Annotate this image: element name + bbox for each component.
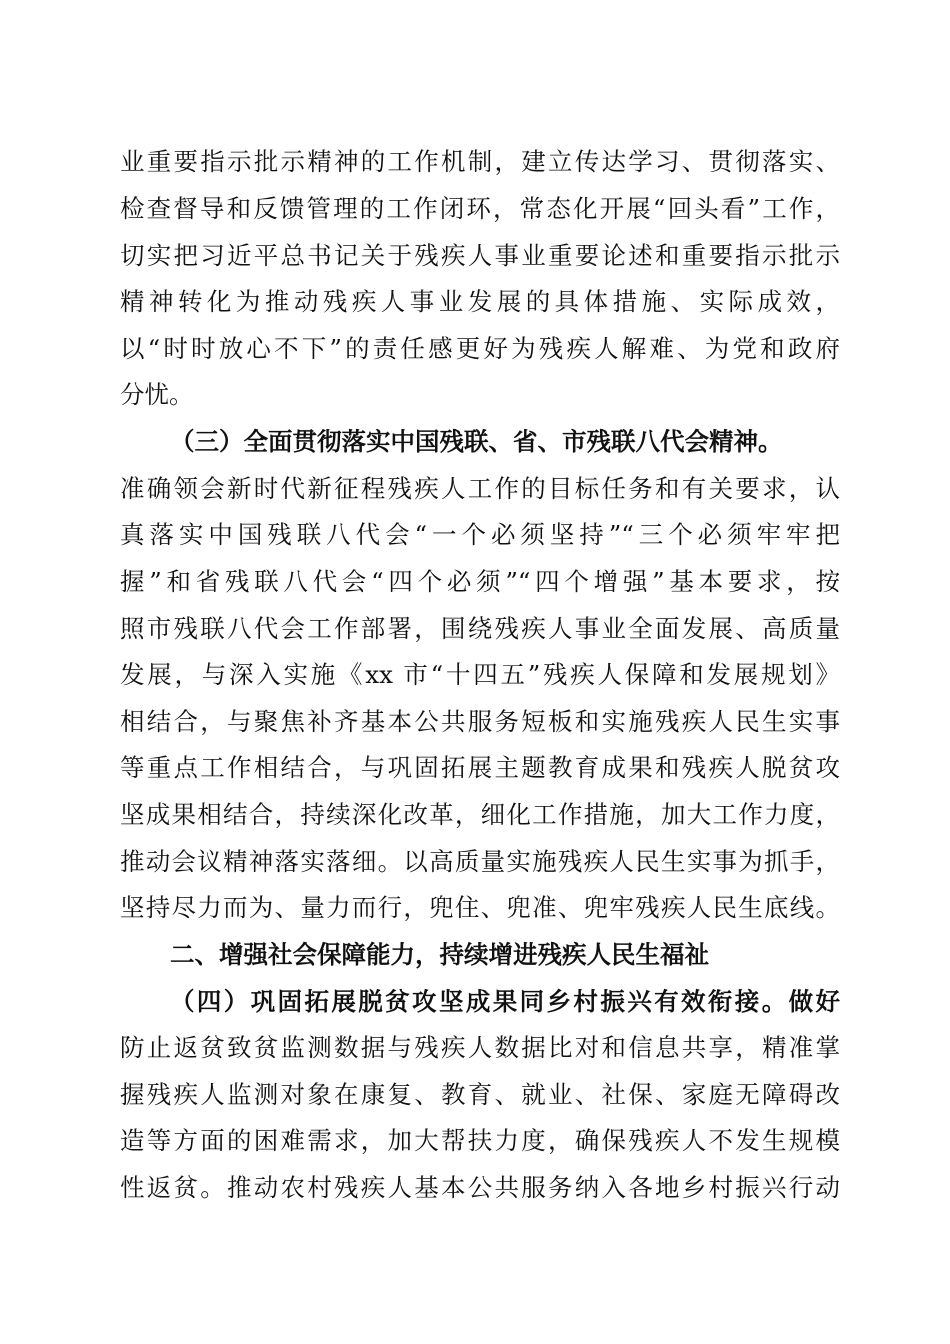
paragraph-line: 等重点工作相结合，与巩固拓展主题教育成果和残疾人脱贫攻 — [120, 753, 840, 782]
section-4-heading — [170, 984, 840, 1020]
section-3-heading — [170, 424, 840, 460]
paragraph-line: 照市残联八代会工作部署，围绕残疾人事业全面发展、高质量 — [120, 614, 840, 643]
paragraph-line: 坚持尽力而为、量力而行，兜住、兜准、兜牢残疾人民生底线。 — [120, 893, 840, 922]
paragraph-line: 推动会议精神落实落细。以高质量实施残疾人民生实事为抓手， — [120, 847, 840, 876]
paragraph-line: 检查督导和反馈管理的工作闭环，常态化开展“回头看”工作， — [120, 194, 840, 223]
paragraph-line: 防止返贫致贫监测数据与残疾人数据比对和信息共享，精准掌 — [120, 1033, 840, 1062]
section-3-heading-text: （三）全面贯彻落实中国残联、省、市残联八代会精神。 — [170, 427, 783, 456]
paragraph-line: 真落实中国残联八代会“一个必须坚持”“三个必须牢牢把 — [120, 520, 840, 549]
paragraph-line: 造等方面的困难需求，加大帮扶力度，确保残疾人不发生规模 — [120, 1126, 840, 1155]
paragraph-line: 性返贫。推动农村残疾人基本公共服务纳入各地乡村振兴行动 — [120, 1173, 840, 1202]
section-4-heading-text: （四）巩固拓展脱贫攻坚成果同乡村振兴有效衔接。做好 — [170, 987, 840, 1016]
paragraph-line: 以“时时放心不下”的责任感更好为残疾人解难、为党和政府 — [120, 334, 840, 363]
paragraph-line: 握”和省残联八代会“四个必须”“四个增强”基本要求，按 — [120, 567, 840, 596]
paragraph-line: 相结合，与聚焦补齐基本公共服务短板和实施残疾人民生实事 — [120, 707, 840, 736]
part-2-heading: 二、增强社会保障能力，持续增进残疾人民生福祉 — [170, 940, 709, 969]
paragraph-line: 精神转化为推动残疾人事业发展的具体措施、实际成效， — [120, 287, 840, 316]
paragraph-line: 握残疾人监测对象在康复、教育、就业、社保、家庭无障碍改 — [120, 1080, 840, 1109]
paragraph-line: 切实把习近平总书记关于残疾人事业重要论述和重要指示批示 — [120, 241, 840, 270]
paragraph-line: 发展，与深入实施《xx 市“十四五”残疾人保障和发展规划》 — [120, 660, 840, 689]
paragraph-line: 分忧。 — [120, 380, 194, 409]
paragraph-line: 业重要指示批示精神的工作机制，建立传达学习、贯彻落实、 — [120, 147, 840, 176]
paragraph-line: 准确领会新时代新征程残疾人工作的目标任务和有关要求，认 — [120, 474, 840, 503]
paragraph-line: 坚成果相结合，持续深化改革，细化工作措施，加大工作力度， — [120, 800, 840, 829]
